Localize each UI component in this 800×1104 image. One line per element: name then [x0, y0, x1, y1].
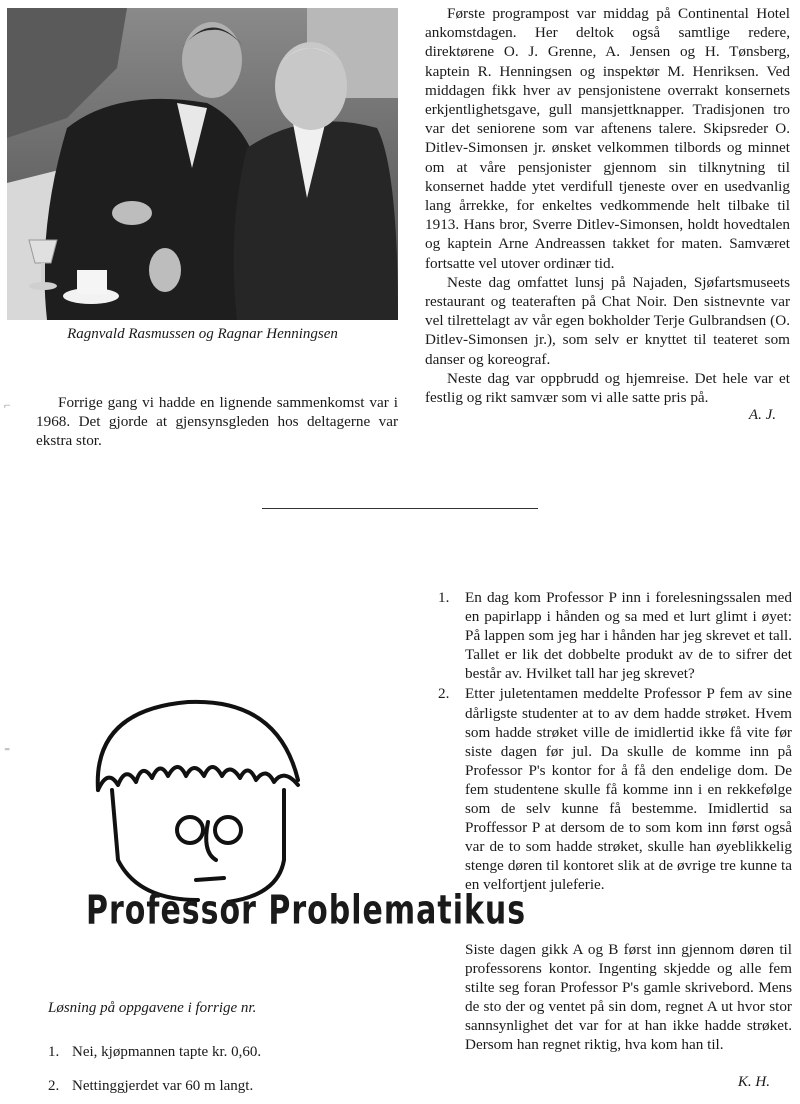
article-right — [425, 4, 790, 424]
solution-number: 1. — [48, 1044, 60, 1060]
solution-item — [48, 1044, 261, 1061]
solution-number: 2. — [48, 1078, 60, 1094]
article-paragraph: Neste dag omfattet lunsj på Najaden, Sjøfartsmuseets restaurant og teateraften på Chat Noir. Den sistnevnte var vel tilrettelagt av vår egen bokholder Terje Gulbrandsen (O. Ditlev-Simonsen jr.), som selv er knyttet til teateret som danser og koreograf. — [425, 273, 790, 368]
problem-text: Etter juletentamen meddelte Professor P fem av sine dårligste studenter at to av dem hadde strøket. Hvem som hadde strøket ville de imidlertid ikke få vite før siste dagen før jul. Da skulle de komme inn på Professor P's kontor for å få den endelige dom. De fem studentene skulle få komme inn i en rekkefølge som de selv kunne få bestemme. Imidlertid sa Proffessor P at dersom de to som kom inn først også var de to som hadde strøket, skulle han øyeblikkelig stenge døren til kontoret slik at de øvrige tre kunne ta en velfortjent juleferie. — [465, 685, 792, 894]
scan-mark: ⁼ — [4, 744, 11, 758]
professor-signature: K. H. — [737, 1074, 770, 1090]
article-paragraph: Neste dag var oppbrudd og hjemreise. Det hele var et festlig og rikt samvær som vi alle satte pris på. — [425, 369, 790, 407]
solution-text: Nei, kjøpmannen tapte kr. 0,60. — [72, 1044, 262, 1060]
professor-logo — [78, 690, 527, 950]
article-signature: A. J. — [748, 407, 776, 424]
photo-caption: Ragnvald Rasmussen og Ragnar Henningsen — [67, 326, 338, 342]
problem-item — [428, 684, 792, 894]
problem-number: 1. — [438, 589, 450, 606]
solution-text: Nettinggjerdet var 60 m langt. — [72, 1078, 254, 1094]
section-divider — [262, 508, 538, 509]
problem-list — [428, 588, 792, 895]
photo-illustration — [7, 8, 398, 320]
professor-logo-text: Professor Problematikus — [86, 887, 527, 935]
article-paragraph: Første programpost var middag på Continental Hotel ankomstdagen. Her deltok også samtlige redere, direktørene O. J. Grenne, A. Jensen og H. Tønsberg, kaptein R. Henningsen og inspektør M. Henriksen. Ved middagen fikk hver av pensjonistene overrakt konsernets erkjentlighetsgave, gull mansjettknapper. Tradisjonen tro var det seniorene som var aftenens talere. Skipsreder O. Ditlev-Simonsen jr. ønsket velkommen tilbords og minnet om at våre pensjonister gjennom sin tilknytning til konsernet hadde ytet verdifull tjeneste over en usedvanlig lang årrekke, for enkeltes vedkommende helt tilbake til 1913. Hans bror, Sverre Ditlev-Simonsen, holdt hovedtalen og kaptein Arne Andreassen takket for maten. Samværet fortsatte vel utover ordinær tid. — [425, 5, 790, 272]
solutions-title: Løsning på oppgavene i forrige nr. — [48, 1000, 257, 1016]
photo-two-men — [7, 8, 398, 320]
problem-text: En dag kom Professor P inn i forelesningssalen med en papirlapp i hånden og sa med et lurt glimt i øyet: På lappen som jeg har i hånden har jeg skrevet et tall. Tallet er lik det dobbelte produkt av de to sifrer det består av. Hvilket tall har jeg skrevet? — [465, 589, 792, 683]
solution-item — [48, 1078, 253, 1095]
problem-continuation: Siste dagen gikk A og B først inn gjennom døren til professorens kontor. Ingenting skjedde og alle fem stilte seg foran Professor P's gamle skrivebord. Mens de sto der og ventet på sin dom, regnet A ut hvor stor sannsynlighet det var for at han ikke hadde strøket. Dersom han regnet riktig, hva kom han til. — [465, 941, 792, 1054]
article-left-text: Forrige gang vi hadde en lignende sammenkomst var i 1968. Det gjorde at gjensynsgleden hos deltagerne var ekstra stor. — [36, 394, 398, 450]
scan-mark: ⌐ — [4, 398, 11, 412]
problem-number: 2. — [438, 685, 450, 703]
problem-item — [428, 588, 792, 683]
